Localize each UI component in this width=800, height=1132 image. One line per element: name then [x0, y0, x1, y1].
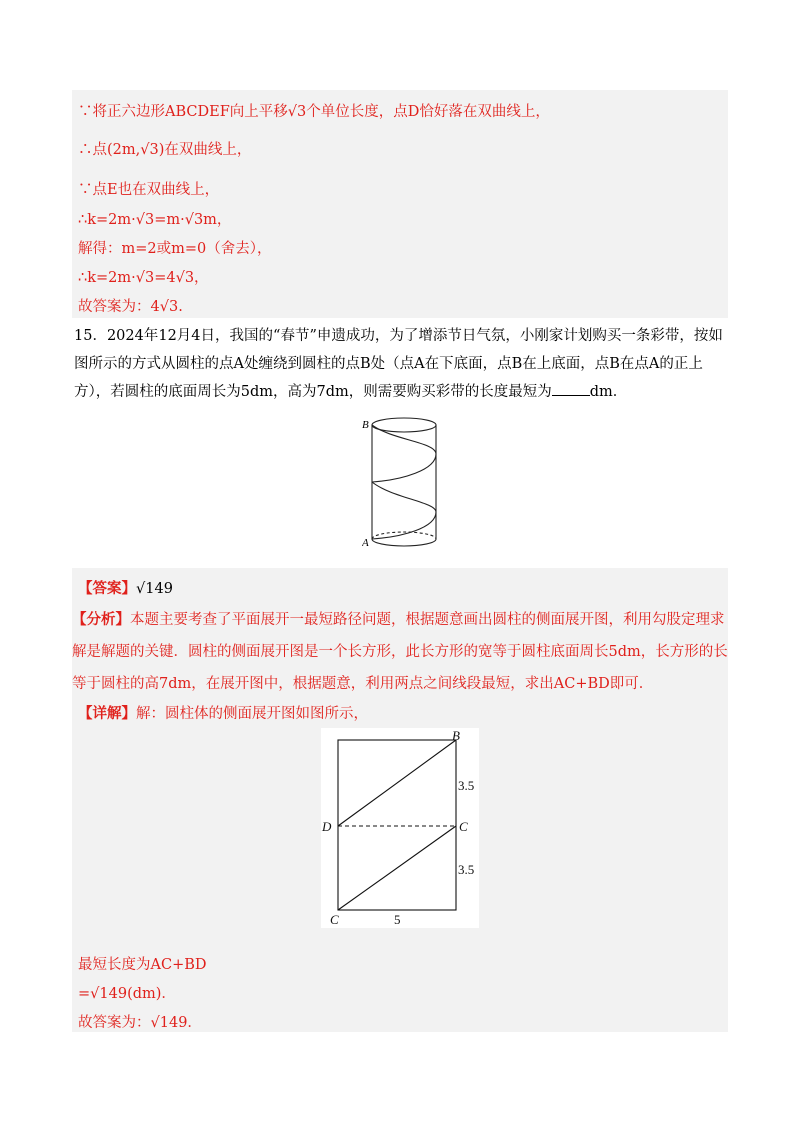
cylinder-label-a: A [362, 537, 369, 549]
net-label-c-mid: C [459, 819, 468, 834]
answer-tag: 【答案】 [78, 580, 136, 597]
question-text: 2024年12月4日，我国的“春节”申遗成功，为了增添节日气氛，小刚家计划购买一条彩带，按如图所示的方式从圆柱的点A处缠绕到圆柱的点B处（点A在下底面，点B在上底面，点B在点A的正上方），若圆柱的底面周长为5dm，高为7dm，则需要购买彩带的长度最短为 [74, 328, 723, 400]
detail-tag: 【详解】 [78, 705, 136, 722]
cylinder-bottom-front [372, 539, 436, 546]
question-15 [74, 322, 726, 406]
solution-line: 故答案为：4√3. [78, 299, 183, 315]
net-label-d: D [322, 819, 332, 834]
solution-line: ∵将正六边形ABCDEF向上平移√3个单位长度，点D恰好落在双曲线上， [78, 104, 550, 120]
conclusion-line: =√149(dm)． [78, 986, 176, 1002]
net-label-c-bottom: C [330, 912, 339, 927]
helix-front-2 [372, 425, 436, 482]
answer-value: √149 [136, 581, 173, 597]
cylinder-label-b: B [362, 419, 369, 431]
question-unit: dm． [589, 384, 628, 400]
solution-line: ∴点(2m,√3)在双曲线上， [78, 142, 252, 158]
net-dim-bottom: 3.5 [458, 862, 475, 877]
question-number: 15． [74, 328, 107, 344]
conclusion-line: 故答案为：√149． [78, 1015, 202, 1031]
solution-line: ∴k=2m·√3=m·√3m， [78, 212, 232, 228]
detail-intro: 解：圆柱体的侧面展开图如图所示， [136, 706, 368, 722]
answer-blank [552, 381, 590, 396]
solution-line: 解得：m=2或m=0（舍去）， [78, 241, 272, 257]
net-label-b: B [452, 728, 460, 743]
answer-line [78, 577, 173, 598]
analysis-tag: 【分析】 [72, 611, 130, 628]
cylinder-figure [362, 412, 448, 550]
solution-line: ∴k=2m·√3=4√3， [78, 270, 209, 286]
net-figure [321, 728, 479, 928]
analysis-text: 本题主要考查了平面展开一最短路径问题，根据题意画出圆柱的侧面展开图，利用勾股定理求解是解题的关键．圆柱的侧面展开图是一个长方形，此长方形的宽等于圆柱底面周长5dm，长方形的长等于圆柱的高7dm，在展开图中，根据题意，利用两点之间线段最短，求出AC+BD即可． [72, 612, 728, 692]
detail-line [78, 702, 368, 723]
solution-line: ∵点E也在双曲线上， [78, 182, 220, 198]
analysis-paragraph [72, 604, 728, 700]
net-dim-width: 5 [394, 912, 401, 927]
net-dim-top: 3.5 [458, 778, 475, 793]
conclusion-line: 最短长度为AC+BD [78, 957, 207, 973]
